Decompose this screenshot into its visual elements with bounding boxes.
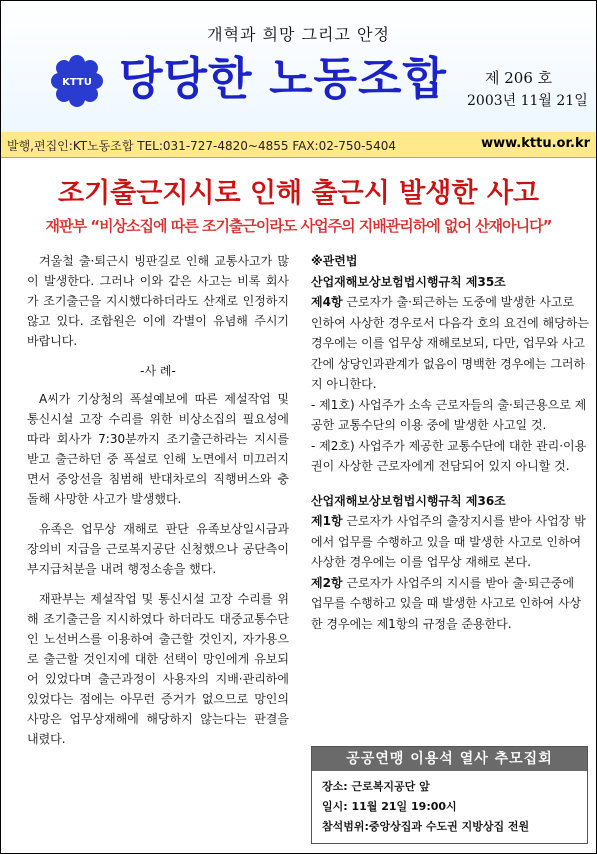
case-paragraph-1: A씨가 기상청의 폭설예보에 따른 제설작업 및 통신시설 고장 수리를 위한 비상소집의 필요성에 따라 회사가 7:30분까지 조기출근하라는 지시를 받고 출근하던 중 폭설로 인해 노면에서 미끄러지면서 중앙선을 침범해 반대차로의 직행버스와 충돌해 사망한 사고가 발생했다. bbox=[27, 392, 289, 506]
memorial-place-label: 장소: bbox=[322, 780, 348, 793]
publisher-bar bbox=[1, 132, 596, 158]
related-law-label: ※관련법 bbox=[311, 254, 358, 268]
memorial-scope-label: 참석범위: bbox=[322, 820, 369, 833]
memorial-details bbox=[312, 771, 587, 843]
logo-text: KTTU bbox=[62, 77, 92, 88]
law-36-article-1-text: 근로자가 사업주의 출장지시를 받아 사업장 밖에서 업무를 수행하고 있을 때 발생한 사고로 인하여 사상한 경우에는 이를 업무상 재해로 본다. bbox=[311, 514, 586, 569]
memorial-time-value: 11월 21일 19:00시 bbox=[347, 800, 457, 813]
memorial-place bbox=[322, 777, 577, 797]
left-column bbox=[27, 251, 289, 759]
header bbox=[1, 1, 596, 133]
law-35-article-4 bbox=[311, 292, 589, 395]
intro-paragraph: 겨울철 출·퇴근시 빙판길로 인해 교통사고가 많이 발생한다. 그러나 이와 같은 사고는 비록 회사가 조기출근을 지시했다하더라도 산재로 인정하지 않고 있다. 조합원은 이에 각별이 유념해 주시기 바랍니다. bbox=[27, 254, 289, 348]
memorial-scope-value: 중앙상집과 수도권 지방상집 전원 bbox=[368, 820, 530, 833]
kttu-logo-icon bbox=[49, 54, 105, 108]
law-35-item-2: - 제2호) 사업주가 제공한 교통수단에 대한 관리·이용권이 사상한 근로자에게 전담되어 있지 아니할 것. bbox=[311, 438, 587, 473]
memorial-title: 공공연맹 이용석 열사 추모집회 bbox=[312, 747, 587, 771]
memorial-time-label: 일시: bbox=[322, 800, 348, 813]
law-36-article-2-label: 제2항 bbox=[311, 575, 343, 590]
law-36-article-2-text: 근로자가 사업주의 지시를 받아 출·퇴근중에 업무를 수행하고 있을 때 발생한 사고로 인하여 사상한 경우에는 제1항의 규정을 준용한다. bbox=[311, 575, 582, 631]
law-36-block bbox=[311, 491, 589, 635]
law-35-item-1: - 제1호) 사업주가 소속 근로자들의 출·퇴근용으로 제공한 교통수단의 이용 중에 발생한 사고일 것. bbox=[311, 397, 587, 432]
issue-number: 제 206 호 bbox=[485, 69, 553, 87]
law-36-title: 산업재해보상보험법시행규칙 제36조 bbox=[311, 493, 506, 508]
law-35-title: 산업재해보상보험법시행규칙 제35조 bbox=[311, 274, 506, 289]
law-36-article-2 bbox=[311, 573, 589, 635]
case-paragraph-3: 재판부는 제설작업 및 통신시설 고장 수리를 위해 조기출근을 지시하였다 하더라도 대중교통수단인 노선버스를 이용하여 출근할 것인지, 자가용으로 출근할 것인지에 대한 선택이 망인에게 유보되어 있었다며 출근과정이 사용자의 지배·관리하에 있었다는 점에는 아무런 증거가 없으므로 망인의 사망은 업무상재해에 해당하지 않는다는 판결을 내렸다. bbox=[27, 592, 289, 746]
memorial-time bbox=[322, 797, 577, 817]
law-35-article-4-label: 제4항 bbox=[311, 295, 343, 309]
article-title: 조기출근지시로 인해 출근시 발생한 사고 bbox=[58, 178, 539, 209]
law-35-block bbox=[311, 251, 589, 477]
law-36-article-1-label: 제1항 bbox=[311, 514, 343, 528]
publisher-info: 발행,편집인:KT노동조합 TEL:031-727-4820~4855 FAX:02-750-5404 bbox=[7, 139, 396, 153]
memorial-notice-box bbox=[311, 746, 588, 844]
issue-date: 2003년 11월 21일 bbox=[467, 93, 588, 109]
slogan: 개혁과 희망 그리고 안정 bbox=[207, 25, 390, 44]
case-paragraph-2: 유족은 업무상 재해로 판단 유족보상일시금과 장의비 지급을 근로복지공단 신청했으나 공단측이 부지급처분을 내려 행정소송을 했다. bbox=[27, 522, 289, 576]
article-subtitle: 재판부 “비상소집에 따른 조기출근이라도 사업주의 지배관리하에 없어 산재아니다” bbox=[45, 217, 552, 235]
case-heading: -사 례- bbox=[140, 364, 176, 378]
memorial-scope bbox=[322, 817, 577, 837]
masthead-title: 당당한 노동조합 bbox=[119, 52, 447, 105]
law-36-article-1 bbox=[311, 511, 589, 573]
right-column bbox=[311, 251, 589, 643]
website-link[interactable]: www.kttu.or.kr bbox=[481, 136, 590, 151]
memorial-place-value: 근로복지공단 앞 bbox=[347, 780, 430, 793]
law-35-article-4-text: 근로자가 출·퇴근하는 도중에 발생한 사고로 인하여 사상한 경우로서 다음각 호의 요건에 해당하는 경우에는 이를 업무상 재해로보되, 다만, 업무와 사고간에 상당인과관계가 없음이 명백한 경우에는 그러하지 아니한다. bbox=[311, 295, 589, 391]
